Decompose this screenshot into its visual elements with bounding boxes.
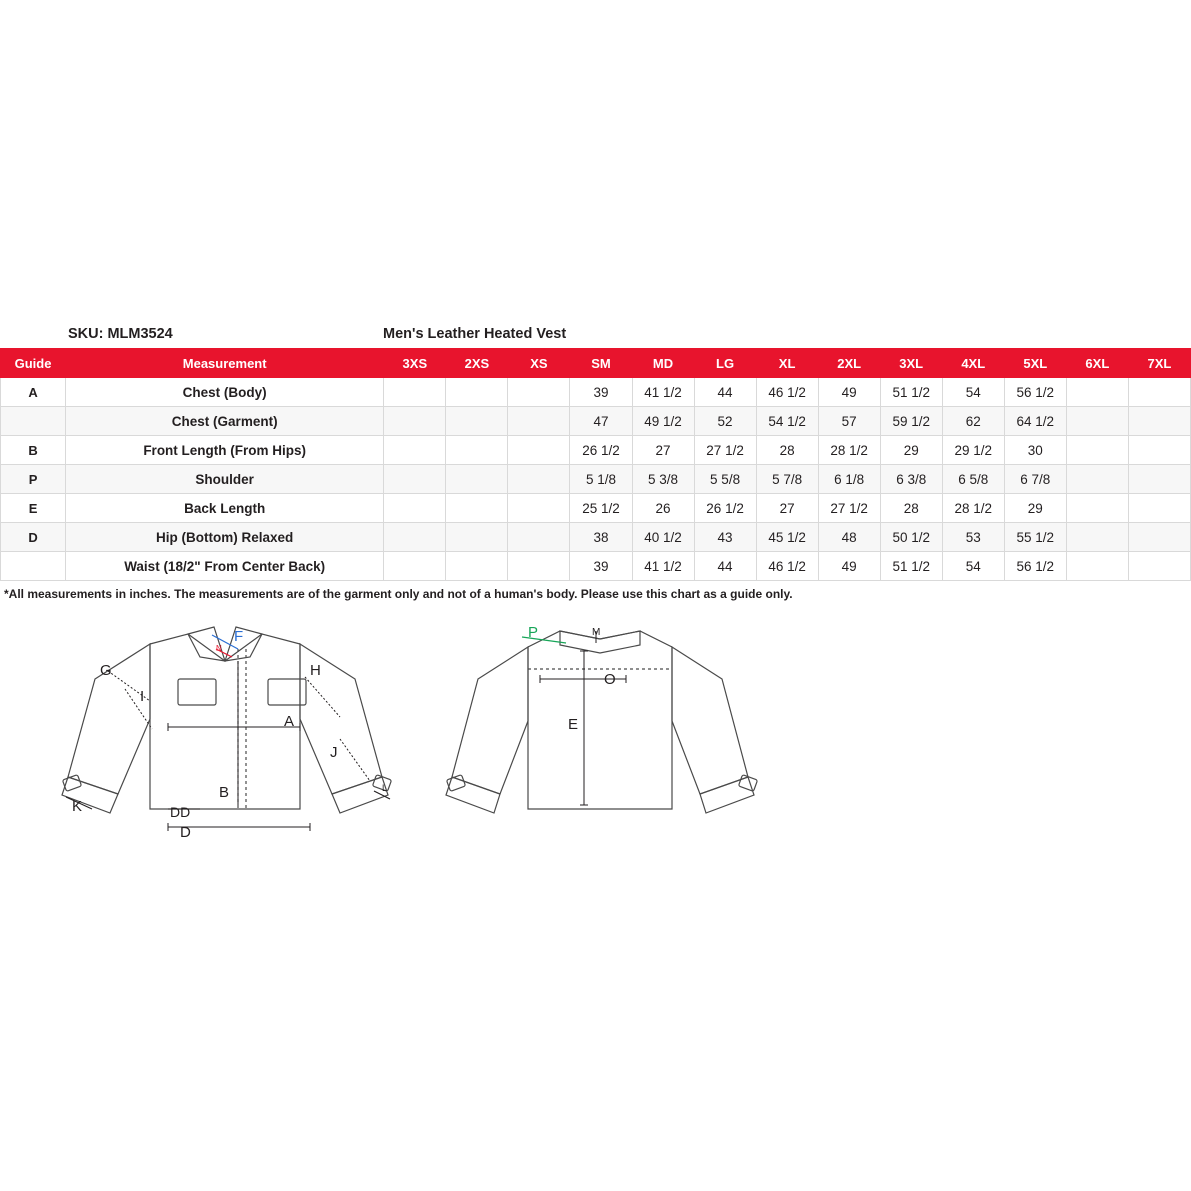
cell-value: 49 — [818, 378, 880, 407]
sku-label: SKU: MLM3524 — [68, 326, 173, 342]
cell-value: 44 — [694, 378, 756, 407]
table-row — [1, 494, 1191, 523]
label-H: H — [310, 662, 321, 679]
cell-measurement: Shoulder — [66, 465, 384, 494]
cell-value: 56 1/2 — [1004, 552, 1066, 581]
cell-value — [508, 378, 570, 407]
front-detail-accents — [212, 635, 390, 799]
label-D: D — [180, 824, 191, 841]
cell-value: 27 — [632, 436, 694, 465]
table-row — [1, 465, 1191, 494]
cell-value: 30 — [1004, 436, 1066, 465]
cell-value: 44 — [694, 552, 756, 581]
label-I: I — [140, 688, 145, 705]
cell-value — [1128, 436, 1190, 465]
column-header-4xl: 4XL — [942, 349, 1004, 378]
back-view-illustration — [446, 631, 758, 813]
cell-value: 6 7/8 — [1004, 465, 1066, 494]
cell-value: 6 5/8 — [942, 465, 1004, 494]
label-G: G — [100, 662, 112, 679]
cell-guide: E — [1, 494, 66, 523]
cell-value: 27 — [756, 494, 818, 523]
column-header-guide: Guide — [1, 349, 66, 378]
table-row — [1, 523, 1191, 552]
column-header-xs: XS — [508, 349, 570, 378]
cell-value: 5 1/8 — [570, 465, 632, 494]
cell-measurement: Hip (Bottom) Relaxed — [66, 523, 384, 552]
cell-value: 51 1/2 — [880, 378, 942, 407]
cell-value: 46 1/2 — [756, 378, 818, 407]
label-N: N — [216, 644, 222, 653]
cell-value — [446, 523, 508, 552]
cell-value: 57 — [818, 407, 880, 436]
table-row — [1, 436, 1191, 465]
cell-value — [508, 407, 570, 436]
cell-value — [508, 552, 570, 581]
column-header-5xl: 5XL — [1004, 349, 1066, 378]
label-E: E — [568, 716, 579, 733]
label-A: A — [284, 713, 295, 730]
cell-value — [1128, 407, 1190, 436]
cell-value: 40 1/2 — [632, 523, 694, 552]
column-header-3xl: 3XL — [880, 349, 942, 378]
cell-value — [1066, 407, 1128, 436]
cell-value: 45 1/2 — [756, 523, 818, 552]
cell-value: 25 1/2 — [570, 494, 632, 523]
cell-measurement: Back Length — [66, 494, 384, 523]
cell-value — [1066, 523, 1128, 552]
table-row — [1, 378, 1191, 407]
table-row — [1, 407, 1191, 436]
size-chart-table — [0, 348, 1191, 581]
table-header-row — [1, 349, 1191, 378]
cell-value: 5 3/8 — [632, 465, 694, 494]
cell-measurement: Chest (Body) — [66, 378, 384, 407]
cell-value: 28 — [756, 436, 818, 465]
cell-value: 26 — [632, 494, 694, 523]
cell-value — [384, 378, 446, 407]
cell-value — [384, 436, 446, 465]
cell-value: 52 — [694, 407, 756, 436]
cell-value — [1128, 494, 1190, 523]
cell-value — [1066, 378, 1128, 407]
column-header-xl: XL — [756, 349, 818, 378]
column-header-7xl: 7XL — [1128, 349, 1190, 378]
column-header-sm: SM — [570, 349, 632, 378]
cell-value — [384, 465, 446, 494]
cell-value — [508, 494, 570, 523]
cell-value — [384, 494, 446, 523]
cell-value: 28 — [880, 494, 942, 523]
cell-value: 27 1/2 — [694, 436, 756, 465]
cell-guide: D — [1, 523, 66, 552]
label-DD: DD — [170, 804, 191, 820]
table-head — [1, 349, 1191, 378]
cell-value — [1128, 378, 1190, 407]
cell-value — [1066, 494, 1128, 523]
cell-value: 46 1/2 — [756, 552, 818, 581]
back-measure-lines — [540, 631, 626, 805]
cell-value: 26 1/2 — [570, 436, 632, 465]
cell-value — [508, 436, 570, 465]
cell-value — [1128, 465, 1190, 494]
label-K: K — [72, 798, 83, 815]
cell-value — [384, 407, 446, 436]
cell-value — [1128, 552, 1190, 581]
column-header-6xl: 6XL — [1066, 349, 1128, 378]
label-M: M — [592, 627, 601, 638]
cell-value: 55 1/2 — [1004, 523, 1066, 552]
chart-content — [0, 326, 1191, 869]
cell-value: 38 — [570, 523, 632, 552]
measurements-footnote: *All measurements in inches. The measurements are of the garment only and not of a human's body. Please use this chart as a guide only. — [4, 587, 793, 601]
cell-value: 54 — [942, 378, 1004, 407]
cell-value — [1066, 552, 1128, 581]
label-P: P — [528, 624, 539, 641]
cell-value — [446, 465, 508, 494]
cell-value: 49 — [818, 552, 880, 581]
label-L: L — [382, 783, 388, 793]
label-O: O — [604, 671, 616, 688]
cell-value — [446, 494, 508, 523]
cell-value: 49 1/2 — [632, 407, 694, 436]
cell-value — [508, 523, 570, 552]
cell-value: 54 — [942, 552, 1004, 581]
cell-guide: B — [1, 436, 66, 465]
cell-value: 27 1/2 — [818, 494, 880, 523]
cell-value: 51 1/2 — [880, 552, 942, 581]
cell-value: 64 1/2 — [1004, 407, 1066, 436]
column-header-2xl: 2XL — [818, 349, 880, 378]
cell-value — [446, 407, 508, 436]
column-header-measurement: Measurement — [66, 349, 384, 378]
table-body — [1, 378, 1191, 581]
cell-value: 28 1/2 — [942, 494, 1004, 523]
cell-value: 6 1/8 — [818, 465, 880, 494]
cell-value: 29 — [1004, 494, 1066, 523]
cell-value — [384, 523, 446, 552]
cell-guide — [1, 552, 66, 581]
cell-guide: P — [1, 465, 66, 494]
cell-guide: A — [1, 378, 66, 407]
cell-value: 53 — [942, 523, 1004, 552]
cell-value: 59 1/2 — [880, 407, 942, 436]
garment-diagram — [0, 609, 1191, 869]
cell-value — [384, 552, 446, 581]
cell-value: 5 7/8 — [756, 465, 818, 494]
chart-header — [0, 326, 1191, 348]
cell-value: 43 — [694, 523, 756, 552]
front-measure-lines — [66, 661, 370, 831]
cell-value: 29 1/2 — [942, 436, 1004, 465]
column-header-lg: LG — [694, 349, 756, 378]
column-header-3xs: 3XS — [384, 349, 446, 378]
cell-value: 62 — [942, 407, 1004, 436]
cell-value: 54 1/2 — [756, 407, 818, 436]
cell-value: 6 3/8 — [880, 465, 942, 494]
cell-value — [1066, 465, 1128, 494]
cell-value: 29 — [880, 436, 942, 465]
column-header-2xs: 2XS — [446, 349, 508, 378]
cell-value — [446, 552, 508, 581]
cell-value: 50 1/2 — [880, 523, 942, 552]
cell-value: 28 1/2 — [818, 436, 880, 465]
label-J: J — [330, 744, 338, 761]
cell-value: 5 5/8 — [694, 465, 756, 494]
cell-value: 39 — [570, 378, 632, 407]
cell-value — [1128, 523, 1190, 552]
cell-value — [446, 436, 508, 465]
cell-value: 56 1/2 — [1004, 378, 1066, 407]
cell-value — [508, 465, 570, 494]
cell-value: 41 1/2 — [632, 378, 694, 407]
cell-value — [446, 378, 508, 407]
product-title: Men's Leather Heated Vest — [383, 326, 567, 342]
table-row — [1, 552, 1191, 581]
cell-guide — [1, 407, 66, 436]
cell-measurement: Front Length (From Hips) — [66, 436, 384, 465]
label-B: B — [219, 784, 230, 801]
cell-value: 41 1/2 — [632, 552, 694, 581]
cell-value: 48 — [818, 523, 880, 552]
cell-value — [1066, 436, 1128, 465]
cell-measurement: Waist (18/2" From Center Back) — [66, 552, 384, 581]
cell-value: 47 — [570, 407, 632, 436]
label-F: F — [234, 628, 244, 645]
cell-value: 39 — [570, 552, 632, 581]
column-header-md: MD — [632, 349, 694, 378]
cell-value: 26 1/2 — [694, 494, 756, 523]
cell-measurement: Chest (Garment) — [66, 407, 384, 436]
